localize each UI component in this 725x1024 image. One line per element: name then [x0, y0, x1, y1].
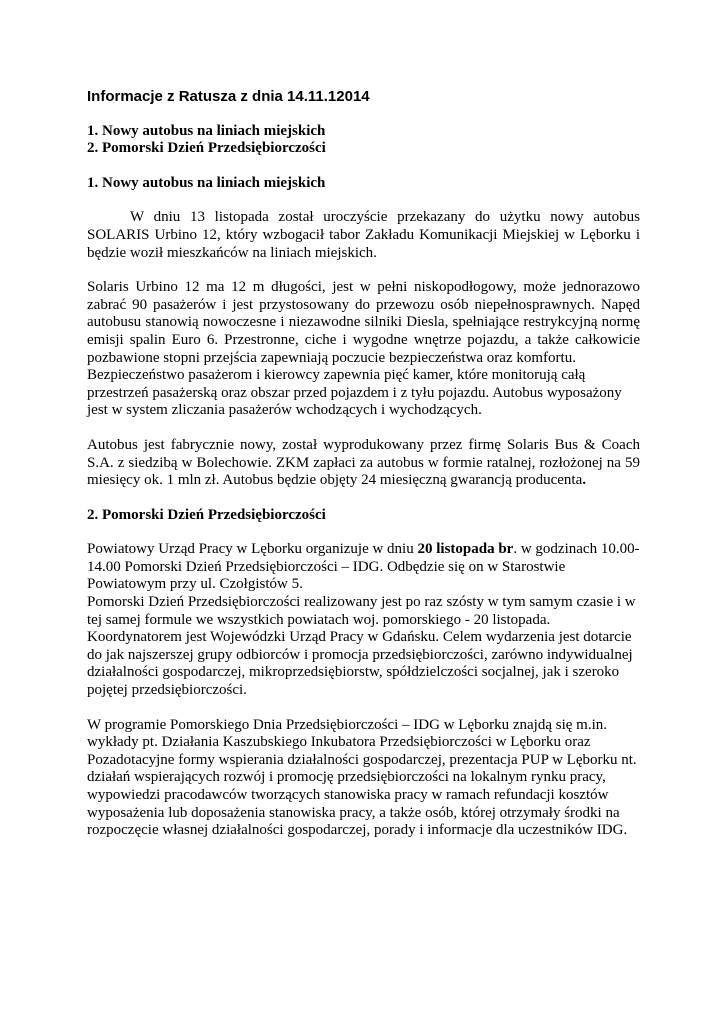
- section-2-paragraph-3: Koordynatorem jest Wojewódzki Urząd Pracy w Gdańsku. Celem wydarzenia jest dotarcie do jak najszerszej grupy odbiorców i promocja przedsiębiorczości, zarówno indywidualnej działalności gospodarczej, mikroprzedsiębiorstw, spółdzielczości socjalnej, jak i szeroko pojętej przedsiębiorczości.: [87, 629, 633, 699]
- section-2-paragraph-1-start: Powiatowy Urząd Pracy w Lęborku organizuje w dniu: [87, 541, 418, 558]
- document-body: [87, 88, 640, 857]
- section-1-paragraph-4: [87, 437, 640, 490]
- document-title: Informacje z Ratusza z dnia 14.11.12014: [87, 88, 370, 105]
- toc-item-2: 2. Pomorski Dzień Przedsiębiorczości: [87, 140, 326, 157]
- section-2-paragraph-4: W programie Pomorskiego Dnia Przedsiębiorczości – IDG w Lęborku znajdą się m.in. wykłady pt. Działania Kaszubskiego Inkubatora Przedsiębiorczości w Lęborku oraz Pozadotacyjne formy wspierania działalności gospodarczej, prezentacja PUP w Lęborku nt. działań wspierających rozwój i promocję przedsiębiorczości na lokalnym rynku pracy, wypowiedzi pracodawców tworzących stanowiska pracy w ramach refundacji kosztów wyposażenia lub doposażenia stanowiska pracy, a także osób, której otrzymały środki na rozpoczęcie własnej działalności gospodarczej, porady i informacje dla uczestników IDG.: [87, 716, 637, 839]
- section-2-heading: 2. Pomorski Dzień Przedsiębiorczości: [87, 506, 326, 523]
- section-1-paragraph-1: W dniu 13 listopada został uroczyście przekazany do użytku nowy autobus SOLARIS Urbino 12, który wzbogacił tabor Zakładu Komunikacji Miejskiej w Lęborku i będzie woził mieszkańców na liniach miejskich.: [87, 209, 640, 261]
- event-date: 20 listopada br: [417, 541, 514, 558]
- section-1-paragraph-4-text: Autobus jest fabrycznie nowy, został wyprodukowany przez firmę Solaris Bus & Coach S.A. z siedzibą w Bolechowie. ZKM zapłaci za autobus w formie ratalnej, rozłożonej na 59 miesięcy ok. 1 mln zł. Autobus będzie objęty 24 miesięczną gwarancją producenta: [87, 436, 640, 489]
- section-2-paragraph-1-rest: . w godzinach 10.00-14.00 Pomorski Dzień Przedsiębiorczości – IDG. Odbędzie się on w Starostwie Powiatowym przy ul. Czołgistów 5.: [87, 541, 640, 593]
- section-1-heading: 1. Nowy autobus na liniach miejskich: [87, 174, 326, 191]
- toc-item-1: 1. Nowy autobus na liniach miejskich: [87, 122, 326, 139]
- section-2-paragraph-1: [87, 541, 640, 594]
- section-1-paragraph-2: Solaris Urbino 12 ma 12 m długości, jest w pełni niskopodłogowy, może jednorazowo zabrać 90 pasażerów i jest przystosowany do przewozu osób niepełnosprawnych. Napęd autobusu stanowią nowoczesne i niezawodne silniki Diesla, spełniające restrykcyjną normę emisji spalin Euro 6. Przestronne, ciche i wygodne wnętrze pojazdu, a także całkowicie pozbawione stopni przejścia zapewniają poczucie bezpieczeństwa oraz komfortu.: [87, 279, 640, 366]
- table-of-contents: [87, 123, 640, 158]
- section-1-paragraph-3: Bezpieczeństwo pasażerom i kierowcy zapewnia pięć kamer, które monitorują całą przestrzeń pasażerską oraz obszar przed pojazdem i z tyłu pojazdu. Autobus wyposażony jest w system zliczania pasażerów wchodzących i wychodzących.: [87, 367, 622, 419]
- section-2-paragraph-2: Pomorski Dzień Przedsiębiorczości realizowany jest po raz szósty w tym samym czasie i w tej samej formule we wszystkich powiatach woj. pomorskiego - 20 listopada.: [87, 594, 636, 628]
- section-1-paragraph-4-end: .: [582, 472, 587, 489]
